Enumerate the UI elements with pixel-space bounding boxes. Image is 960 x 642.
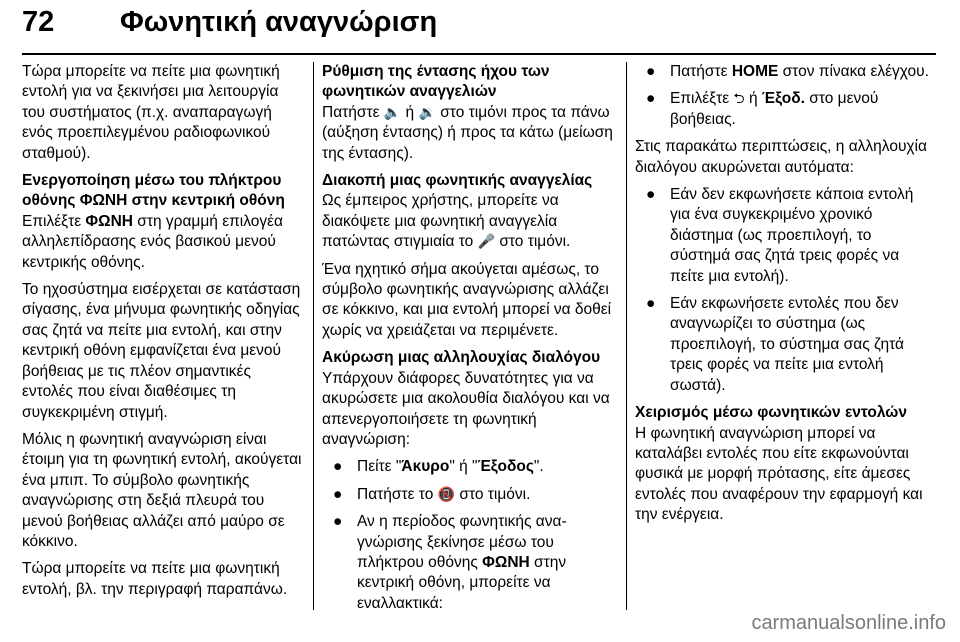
- section-heading-volume: Ρύθμιση της έντασης ήχου των φωνητικών αναγγελιών: [322, 63, 550, 101]
- header-rule: [22, 53, 936, 55]
- auto-cancel-paragraph: Στις παρακάτω περιπτώσεις, η αλληλουχία διαλόγου ακυρώνεται αυτόματα:: [635, 138, 927, 176]
- watermark: carmanualsonline.info: [751, 612, 946, 634]
- column-3: [635, 62, 933, 533]
- auto-cancel-list: [635, 185, 933, 396]
- section-heading-activation: Ενεργοποίηση μέσω του πλήκτρου οθόνης ΦΩΝΗ στην κεντρική οθόνη: [22, 172, 285, 210]
- list-item: ● Εάν εκφωνήσετε εντολές που δεν αναγνωρίζει το σύστημα (ως προεπιλογή, το σύστημα σας ζητά τρεις φορές να πείτε μια εντολή σωστά).: [646, 295, 905, 394]
- volume-up-icon: 🔈: [383, 104, 402, 121]
- list-item: ● Επιλέξτε ⮌ ή Έξοδ. στο μενού βοήθειας.: [646, 90, 879, 128]
- list-item: ● Πατήστε HOME στον πίνακα ελέγχου.: [635, 62, 933, 82]
- list-item: ● Εάν δεν εκφωνήσετε κάποια εντολή για ένα συγκεκριμένο χρονικό διάστημα (ως προεπιλογή, το σύστημά σας ζητά τρεις φορές να πείτε μια εντολή).: [646, 186, 914, 285]
- volume-down-icon: 🔉: [418, 104, 436, 121]
- bullet-icon: ●: [333, 458, 343, 476]
- bullet-icon: ●: [646, 63, 656, 80]
- bullet-icon: ●: [646, 90, 656, 108]
- page-title: Φωνητική αναγνώριση: [120, 6, 438, 38]
- beep-paragraph: Μόλις η φωνητική αναγνώριση είναι έτοιμη για τη φωνητική εντολή, ακούγεται ένα μπιπ. Το σύμβολο φωνητικής αναγνώρισης στη δεξιά πλευρά του μενού βοήθειας αλλάζει από μαύρο σε κόκκινο.: [22, 430, 302, 550]
- voice-icon: 🎤: [477, 234, 496, 251]
- back-arrow-icon: ⮌: [733, 91, 745, 108]
- bullet-icon: ●: [333, 513, 343, 531]
- mute-paragraph: Το ηχοσύστημα εισέρχεται σε κατάσταση σίγασης, ένα μήνυμα φωνητικής οδηγίας σας ζητά να πείτε μια εντολή, και στην κεντρική οθόνη εμφανίζεται ένα μενού βοήθειας με τις πλέον σημαντικές εντολές που είναι διαθέσιμες τη συγκεκριμένη στιγμή.: [22, 281, 301, 421]
- volume-paragraph: Πατήστε 🔈 ή 🔉 στο τιμόνι προς τα πάνω (αύξηση έντασης) ή προς τα κάτω (μείωση της έντασης).: [322, 103, 613, 162]
- column-divider-2: [626, 62, 627, 610]
- section-heading-cancel: Ακύρωση μιας αλληλουχίας διαλόγου: [322, 349, 601, 367]
- hang-up-icon: 📵: [437, 486, 456, 503]
- page-header: [0, 0, 960, 56]
- column-1: [22, 62, 304, 607]
- command-paragraph: Τώρα μπορείτε να πείτε μια φωνητική εντολή, βλ. την περιγραφή παραπάνω.: [22, 560, 288, 598]
- operation-paragraph: Η φωνητική αναγνώριση μπορεί να καταλάβει εντολές που είτε εκφωνούνται φυσικά με μορφή πρότασης, είτε άμεσες εντολές που αναφέρουν την εφαρμογή και την ενέργεια.: [635, 424, 923, 524]
- intro-paragraph: Τώρα μπορείτε να πείτε μια φωνητική εντολή για να ξεκινήσει μια λειτουργία του συστήματος (π.χ. αναπαραγωγή ενός προεπιλεγμένου ραδιοφωνικού σταθμού).: [22, 63, 280, 162]
- cancel-list: [322, 457, 616, 614]
- column-2: [322, 62, 616, 621]
- list-item: ● Αν η περίοδος φωνητικής αναγνώρισης ξεκίνησε μέσω του πλήκτρου οθόνης ΦΩΝΗ στην κεντρική οθόνη, μπορείτε να εναλλακτικά:: [333, 513, 567, 612]
- list-item: ● Πείτε "Άκυρο" ή "Έξοδος".: [322, 457, 616, 477]
- bullet-icon: ●: [646, 295, 656, 313]
- section-heading-interrupt: Διακοπή μιας φωνητικής αναγγελίας: [322, 172, 593, 190]
- activation-paragraph: Επιλέξτε ΦΩΝΗ στη γραμμή επιλογέα αλληλεπίδρασης ενός βασικού μενού κεντρικής οθόνης.: [22, 212, 284, 271]
- cancel-paragraph: Υπάρχουν διάφορες δυνατότητες για να ακυρώσετε μια ακολουθία διαλόγου και να απενεργοποιήσετε τη φωνητική αναγνώριση:: [322, 369, 610, 448]
- page-number: 72: [22, 6, 55, 38]
- tone-paragraph: Ένα ηχητικό σήμα ακούγεται αμέσως, το σύμβολο φωνητικής αναγνώρισης αλλάζει σε κόκκινο, και μια εντολή μπορεί να δοθεί χωρίς να χρειάζεται να περιμένετε.: [322, 260, 612, 339]
- bullet-icon: ●: [646, 186, 656, 204]
- interrupt-paragraph: Ως έμπειρος χρήστης, μπορείτε να διακόψετε μια φωνητική αναγγελία πατώντας στιγμιαία το 🎤 στο τιμόνι.: [322, 192, 571, 251]
- bullet-icon: ●: [333, 485, 343, 503]
- list-item: ● Πατήστε το 📵 στο τιμόνι.: [322, 485, 616, 505]
- section-heading-operation: Χειρισμός μέσω φωνητικών εντολών: [635, 404, 908, 422]
- alternative-list: [635, 62, 933, 130]
- column-divider-1: [313, 62, 314, 610]
